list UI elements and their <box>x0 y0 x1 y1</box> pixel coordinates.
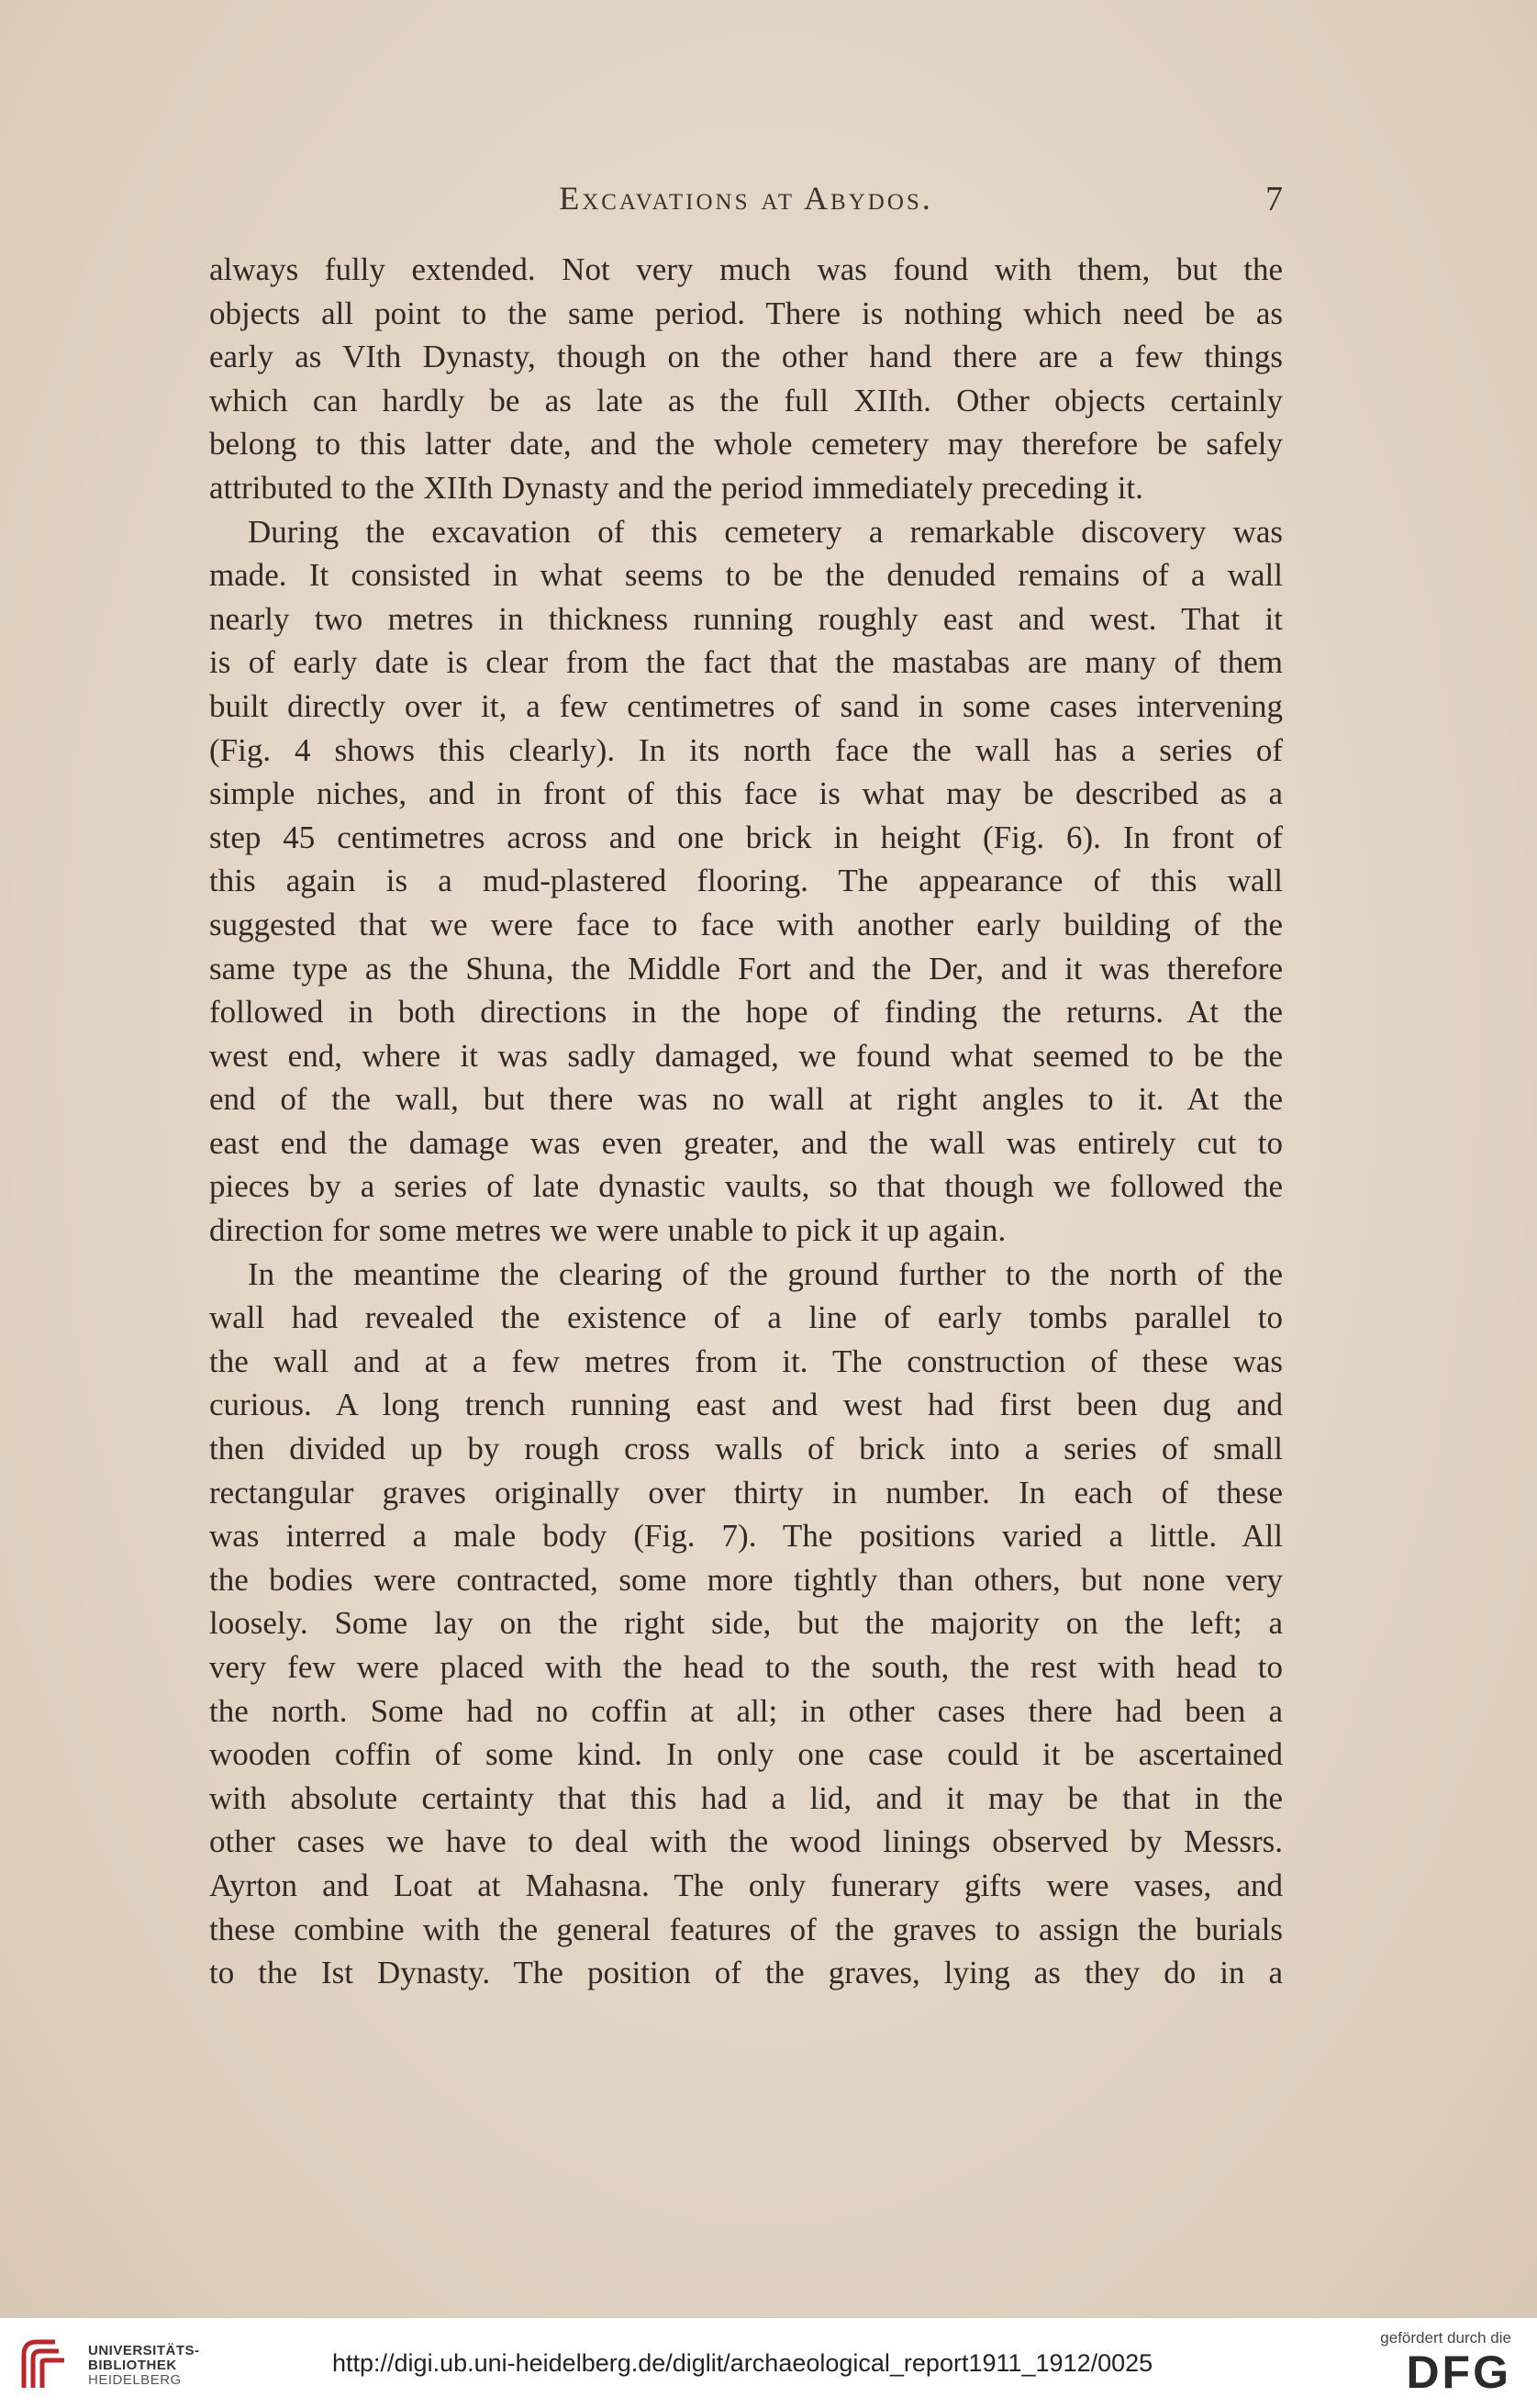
text-line: this again is a mud-plastered flooring. The appearance of this wall <box>209 863 1283 899</box>
library-name-line: UNIVERSITÄTS- <box>88 2343 200 2358</box>
text-line: Ayrton and Loat at Mahasna. The only funerary gifts were vases, and <box>209 1867 1283 1903</box>
text-line: which can hardly be as late as the full XIIth. Other objects certainly <box>209 382 1283 418</box>
text-line: direction for some metres we were unable to pick it up again. <box>209 1212 1007 1249</box>
text-line: pieces by a series of late dynastic vaults, so that though we followed the <box>209 1168 1283 1205</box>
page-header <box>209 179 1283 225</box>
body-text <box>209 248 1283 1995</box>
dfg-logo-text: DFG <box>1406 2347 1511 2398</box>
viewer-footer <box>0 2317 1537 2408</box>
text-line: suggested that we were face to face with another early building of the <box>209 906 1283 942</box>
text-line: During the excavation of this cemetery a remarkable discovery was <box>248 513 1283 550</box>
text-line: end of the wall, but there was no wall at right angles to it. At the <box>209 1081 1283 1118</box>
source-url-link[interactable]: http://digi.ub.uni-heidelberg.de/diglit/archaeological_report1911_1912/0025 <box>332 2349 1153 2377</box>
text-line: the bodies were contracted, some more tightly than others, but none very <box>209 1561 1283 1598</box>
text-line: early as VIth Dynasty, though on the other hand there are a few things <box>209 339 1283 375</box>
library-logo[interactable] <box>18 2335 202 2393</box>
text-line: east end the damage was even greater, and the wall was entirely cut to <box>209 1124 1283 1161</box>
text-line: loosely. Some lay on the right side, but the majority on the left; a <box>209 1605 1283 1642</box>
text-line: to the Ist Dynasty. The position of the graves, lying as they do in a <box>209 1955 1283 1991</box>
text-line: In the meantime the clearing of the ground further to the north of the <box>248 1255 1283 1292</box>
text-line: was interred a male body (Fig. 7). The positions varied a little. All <box>209 1518 1283 1555</box>
text-line: rectangular graves originally over thirty in number. In each of these <box>209 1474 1283 1511</box>
text-line: west end, where it was sadly damaged, we found what seemed to be the <box>209 1037 1283 1074</box>
library-name-line: BIBLIOTHEK <box>88 2358 177 2373</box>
text-line: built directly over it, a few centimetres of sand in some cases intervening <box>209 687 1283 724</box>
text-line: is of early date is clear from the fact that the mastabas are many of them <box>209 644 1283 681</box>
ub-heidelberg-logo-icon <box>18 2335 75 2393</box>
dfg-funding-logo[interactable] <box>1355 2329 1511 2402</box>
text-line: these combine with the general features of the graves to assign the burials <box>209 1911 1283 1947</box>
paragraph-1 <box>209 248 1283 510</box>
paragraph-3 <box>209 1253 1283 1995</box>
text-line: step 45 centimetres across and one brick in height (Fig. 6). In front of <box>209 819 1283 855</box>
text-line: belong to this latter date, and the whole cemetery may therefore be safely <box>209 426 1283 463</box>
page-number: 7 <box>1265 180 1283 218</box>
library-name-line: HEIDELBERG <box>88 2372 182 2388</box>
running-title: Excavations at Abydos. <box>559 180 933 217</box>
text-line: objects all point to the same period. There is nothing which need be as <box>209 295 1283 331</box>
text-line: the wall and at a few metres from it. The construction of these was <box>209 1343 1283 1379</box>
text-line: simple niches, and in front of this face is what may be described as a <box>209 775 1283 812</box>
text-line: wooden coffin of some kind. In only one case could it be ascertained <box>209 1736 1283 1773</box>
text-line: then divided up by rough cross walls of brick into a series of small <box>209 1431 1283 1467</box>
text-line: wall had revealed the existence of a line of early tombs parallel to <box>209 1299 1283 1336</box>
text-line: attributed to the XIIth Dynasty and the period immediately preceding it. <box>209 469 1143 506</box>
text-line: curious. A long trench running east and west had first been dug and <box>209 1387 1283 1423</box>
text-line: same type as the Shuna, the Middle Fort and the Der, and it was therefore <box>209 950 1283 987</box>
text-line: the north. Some had no coffin at all; in other cases there had been a <box>209 1692 1283 1729</box>
text-line: very few were placed with the head to the south, the rest with head to <box>209 1649 1283 1685</box>
text-line: followed in both directions in the hope of finding the returns. At the <box>209 994 1283 1031</box>
text-line: with absolute certainty that this had a lid, and it may be that in the <box>209 1779 1283 1816</box>
funding-caption: gefördert durch die <box>1380 2329 1511 2347</box>
paragraph-2 <box>209 510 1283 1253</box>
library-name <box>88 2344 200 2388</box>
text-line: nearly two metres in thickness running roughly east and west. That it <box>209 600 1283 637</box>
text-line: other cases we have to deal with the wood linings observed by Messrs. <box>209 1823 1283 1860</box>
text-line: made. It consisted in what seems to be the denuded remains of a wall <box>209 557 1283 594</box>
text-line: (Fig. 4 shows this clearly). In its north face the wall has a series of <box>209 731 1283 768</box>
text-line: always fully extended. Not very much was found with them, but the <box>209 251 1283 287</box>
